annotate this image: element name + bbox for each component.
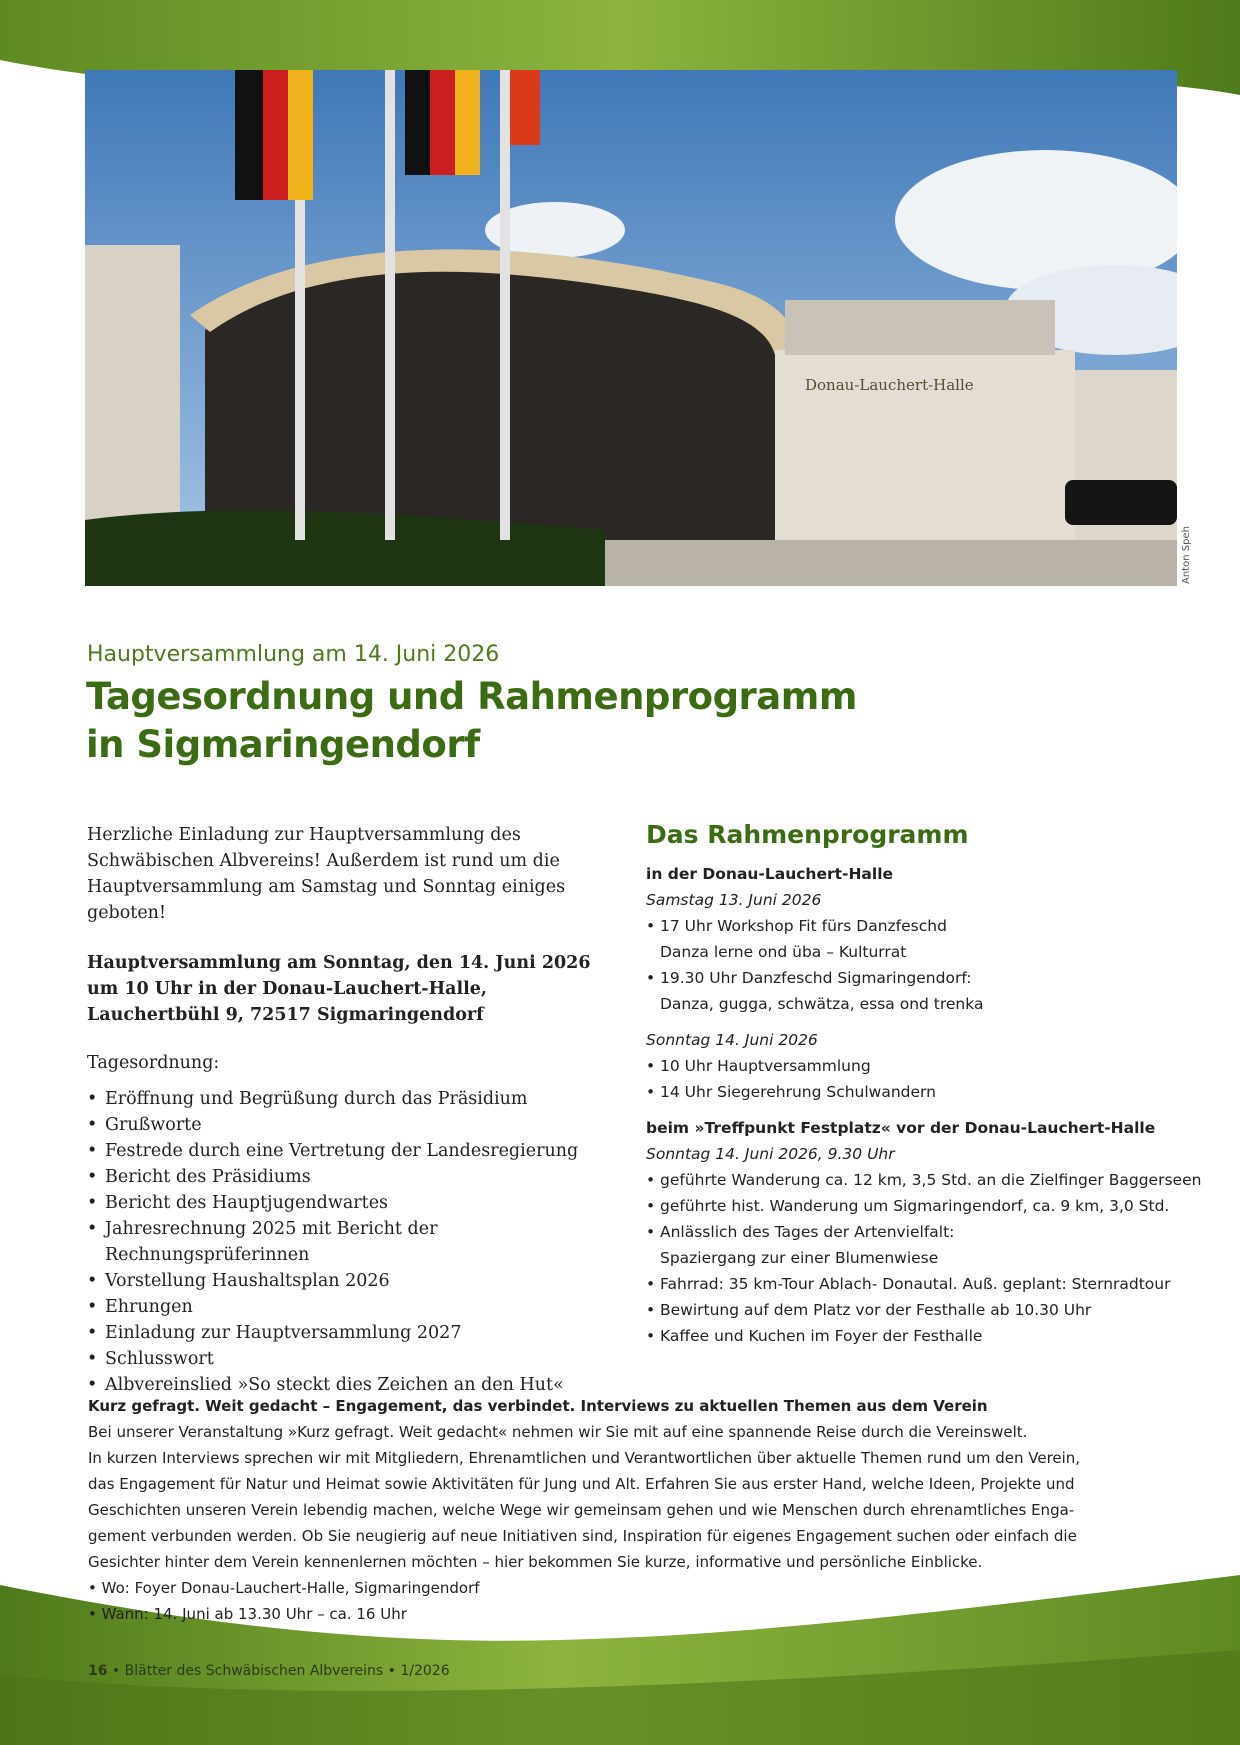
program-list xyxy=(646,1167,1206,1349)
announce-line: um 10 Uhr in der Donau-Lauchert-Halle, xyxy=(87,979,487,999)
hall-photo xyxy=(85,70,1177,586)
agenda-item: • Albvereinslied »So steckt dies Zeichen an den Hut« xyxy=(87,1372,632,1398)
building-sign: Donau-Lauchert-Halle xyxy=(805,376,974,394)
program-subheading: in der Donau-Lauchert-Halle xyxy=(646,865,894,883)
program-item xyxy=(646,913,1206,965)
program-item: • Bewirtung auf dem Platz vor der Festhalle ab 10.30 Uhr xyxy=(646,1297,1206,1323)
interview-line: das Engagement für Natur und Heimat sowie Aktivitäten für Jung und Alt. Erfahren Sie aus erster Hand, welche Ideen, Projekte und xyxy=(88,1475,1075,1493)
interview-line: Gesichter hinter dem Verein kennenlernen möchten – hier bekommen Sie kurze, informative und persönliche Einblicke. xyxy=(88,1553,983,1571)
left-column xyxy=(87,822,632,1398)
page-footer xyxy=(88,1663,450,1679)
program-item-cont: Danza lerne ond üba – Kulturrat xyxy=(660,943,907,961)
program-item: • 14 Uhr Siegerehrung Schulwandern xyxy=(646,1079,1206,1105)
day-label: Sonntag 14. Juni 2026 xyxy=(646,1031,818,1049)
announcement xyxy=(87,950,632,1028)
right-column xyxy=(646,815,1206,1349)
program-subheading: beim »Treffpunkt Festplatz« vor der Donau-Lauchert-Halle xyxy=(646,1119,1156,1137)
agenda-list xyxy=(87,1086,632,1398)
kicker: Hauptversammlung am 14. Juni 2026 xyxy=(87,642,500,667)
agenda-item: • Schlusswort xyxy=(87,1346,632,1372)
interview-line: gement verbunden werden. Ob Sie neugierig auf neue Initiativen sind, Inspiration für eigenes Engagement suchen oder einfach die xyxy=(88,1527,1077,1545)
program-item-cont: Danza, gugga, schwätza, essa ond trenka xyxy=(660,995,984,1013)
title-line-1: Tagesordnung und Rahmenprogramm xyxy=(86,675,857,718)
program-list xyxy=(646,913,1206,1017)
program-item-text: Anlässlich des Tages der Artenvielfalt: xyxy=(660,1223,955,1241)
agenda-item: • Grußworte xyxy=(87,1112,632,1138)
interview-line: Geschichten unseren Verein lebendig machen, welche Wege wir gemeinsam gehen und wie Menschen durch ehrenamtliches Enga- xyxy=(88,1501,1075,1519)
announce-line: Hauptversammlung am Sonntag, den 14. Juni 2026 xyxy=(87,953,591,973)
program-item: • Fahrrad: 35 km-Tour Ablach- Donautal. Auß. geplant: Sternradtour xyxy=(646,1271,1206,1297)
agenda-item: • Bericht des Hauptjugendwartes xyxy=(87,1190,632,1216)
interview-title: Kurz gefragt. Weit gedacht – Engagement, das verbindet. Interviews zu aktuellen Themen aus dem Verein xyxy=(88,1397,988,1415)
agenda-label: Tagesordnung: xyxy=(87,1053,220,1073)
program-item-cont: Spaziergang zur einer Blumenwiese xyxy=(660,1249,939,1267)
intro-text: Herzliche Einladung zur Hauptversammlung des Schwäbischen Albvereins! Außerdem ist rund um die Hauptversammlung am Samstag und Sonntag einiges geboten! xyxy=(87,825,566,923)
interview-line: Bei unserer Veranstaltung »Kurz gefragt. Weit gedacht« nehmen wir Sie mit auf eine spannende Reise durch die Vereinswelt. xyxy=(88,1423,1028,1441)
interview-section xyxy=(88,1393,1188,1627)
program-heading: Das Rahmenprogramm xyxy=(646,820,969,849)
program-item xyxy=(646,965,1206,1017)
program-item-text: 19.30 Uhr Danzfeschd Sigmaringendorf: xyxy=(660,969,972,987)
program-item: • 10 Uhr Hauptversammlung xyxy=(646,1053,1206,1079)
agenda-item: • Ehrungen xyxy=(87,1294,632,1320)
program-item: • geführte hist. Wanderung um Sigmaringendorf, ca. 9 km, 3,0 Std. xyxy=(646,1193,1206,1219)
announce-line: Lauchertbühl 9, 72517 Sigmaringendorf xyxy=(87,1005,484,1025)
agenda-item: • Festrede durch eine Vertretung der Landesregierung xyxy=(87,1138,632,1164)
program-list xyxy=(646,1053,1206,1105)
agenda-item: • Einladung zur Hauptversammlung 2027 xyxy=(87,1320,632,1346)
page-number: 16 xyxy=(88,1663,108,1679)
page-title xyxy=(86,673,1086,769)
publication-name: • Blätter des Schwäbischen Albvereins • 1/2026 xyxy=(111,1663,450,1679)
interview-line: In kurzen Interviews sprechen wir mit Mitgliedern, Ehrenamtlichen und Verantwortlichen über aktuelle Themen rund um den Verein, xyxy=(88,1449,1081,1467)
program-item: • Kaffee und Kuchen im Foyer der Festhalle xyxy=(646,1323,1206,1349)
program-item-text: 17 Uhr Workshop Fit fürs Danzfeschd xyxy=(660,917,947,935)
program-item xyxy=(646,1219,1206,1271)
agenda-item: • Jahresrechnung 2025 mit Bericht der Rechnungsprüferinnen xyxy=(87,1216,632,1268)
interview-where: • Wo: Foyer Donau-Lauchert-Halle, Sigmaringendorf xyxy=(88,1579,480,1597)
agenda-item: • Bericht des Präsidiums xyxy=(87,1164,632,1190)
day-label: Samstag 13. Juni 2026 xyxy=(646,891,822,909)
agenda-item: • Vorstellung Haushaltsplan 2026 xyxy=(87,1268,632,1294)
program-item: • geführte Wanderung ca. 12 km, 3,5 Std. an die Zielfinger Baggerseen xyxy=(646,1167,1206,1193)
title-line-2: in Sigmaringendorf xyxy=(86,723,480,766)
photo-credit: Anton Speh xyxy=(1181,526,1192,584)
agenda-item: • Eröffnung und Begrüßung durch das Präsidium xyxy=(87,1086,632,1112)
interview-when: • Wann: 14. Juni ab 13.30 Uhr – ca. 16 Uhr xyxy=(88,1605,407,1623)
day-label: Sonntag 14. Juni 2026, 9.30 Uhr xyxy=(646,1145,895,1163)
